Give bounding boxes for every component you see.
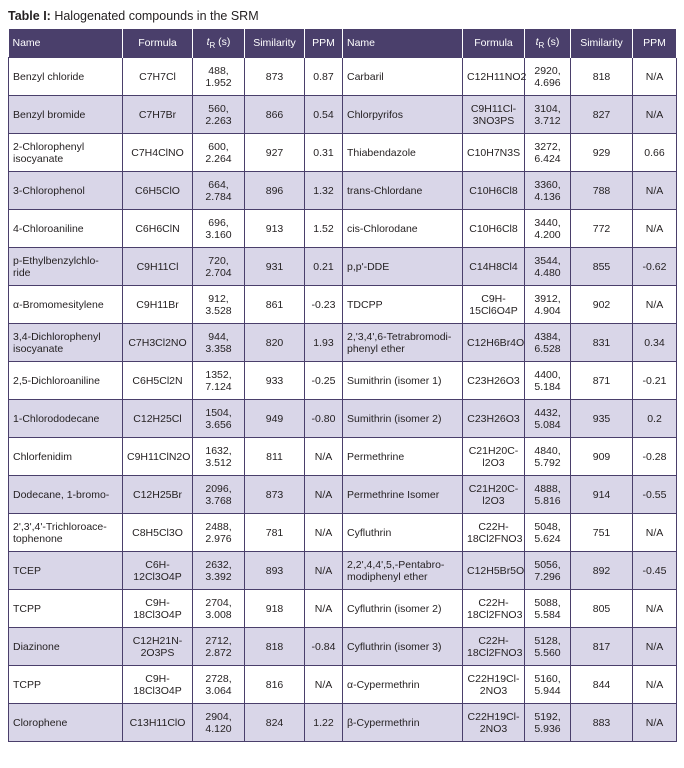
formula-2: C12H5Br5O (463, 552, 525, 590)
compound-name: 2-Chlorophenyl isocyanate (9, 134, 123, 172)
formula-2: C9H-15Cl6O4P (463, 286, 525, 324)
header-tr-unit: (s) (215, 35, 231, 48)
compound-name: Chlorfenidim (9, 438, 123, 476)
retention-time: 720, 2.704 (193, 248, 245, 286)
halogenated-compounds-table (8, 29, 677, 742)
similarity: 873 (245, 476, 305, 514)
retention-time-2: 5088, 5.584 (525, 590, 571, 628)
retention-time-2: 3440, 4.200 (525, 210, 571, 248)
similarity-2: 883 (571, 704, 633, 742)
similarity-2: 831 (571, 324, 633, 362)
formula-2: C23H26O3 (463, 400, 525, 438)
ppm: 0.21 (305, 248, 343, 286)
formula: C9H11ClN2O (123, 438, 193, 476)
ppm: -0.84 (305, 628, 343, 666)
formula: C9H-18Cl3O4P (123, 666, 193, 704)
ppm-2: 0.34 (633, 324, 677, 362)
compound-name-2: Carbaril (343, 58, 463, 96)
compound-name-2: Permethrine (343, 438, 463, 476)
header-tr2-t: t (535, 35, 539, 48)
ppm-2: 0.66 (633, 134, 677, 172)
formula-2: C10H6Cl8 (463, 210, 525, 248)
formula: C9H11Cl (123, 248, 193, 286)
compound-name: Diazinone (9, 628, 123, 666)
compound-name: 3,4-Dichlorophenyl isocyanate (9, 324, 123, 362)
retention-time: 2488, 2.976 (193, 514, 245, 552)
ppm-2: N/A (633, 590, 677, 628)
table-row (9, 400, 677, 438)
similarity: 824 (245, 704, 305, 742)
ppm-2: N/A (633, 286, 677, 324)
compound-name: 1-Chlorododecane (9, 400, 123, 438)
table-row (9, 96, 677, 134)
compound-name: TCPP (9, 666, 123, 704)
retention-time-2: 4888, 5.816 (525, 476, 571, 514)
similarity: 820 (245, 324, 305, 362)
retention-time-2: 5048, 5.624 (525, 514, 571, 552)
formula-2: C12H6Br4O (463, 324, 525, 362)
ppm-2: N/A (633, 96, 677, 134)
ppm: 1.32 (305, 172, 343, 210)
header-formula-2: Formula (463, 29, 525, 58)
retention-time: 488, 1.952 (193, 58, 245, 96)
formula: C12H25Br (123, 476, 193, 514)
table-row (9, 514, 677, 552)
ppm: -0.23 (305, 286, 343, 324)
similarity: 818 (245, 628, 305, 666)
retention-time: 912, 3.528 (193, 286, 245, 324)
formula-2: C22H19Cl-2NO3 (463, 666, 525, 704)
similarity: 933 (245, 362, 305, 400)
compound-name-2: Cyfluthrin (isomer 2) (343, 590, 463, 628)
formula-2: C21H20C-l2O3 (463, 476, 525, 514)
compound-name: Benzyl chloride (9, 58, 123, 96)
table-caption (8, 6, 676, 26)
ppm: 1.22 (305, 704, 343, 742)
header-row (9, 29, 677, 58)
compound-name: TCEP (9, 552, 123, 590)
table-row (9, 590, 677, 628)
ppm: N/A (305, 476, 343, 514)
compound-name: 3-Chlorophenol (9, 172, 123, 210)
retention-time-2: 3360, 4.136 (525, 172, 571, 210)
ppm: -0.80 (305, 400, 343, 438)
compound-name-2: Thiabendazole (343, 134, 463, 172)
formula: C12H21N-2O3PS (123, 628, 193, 666)
similarity: 931 (245, 248, 305, 286)
formula: C6H6ClN (123, 210, 193, 248)
ppm: N/A (305, 514, 343, 552)
similarity-2: 909 (571, 438, 633, 476)
ppm-2: -0.55 (633, 476, 677, 514)
retention-time: 2096, 3.768 (193, 476, 245, 514)
compound-name-2: Chlorpyrifos (343, 96, 463, 134)
similarity-2: 827 (571, 96, 633, 134)
compound-name: TCPP (9, 590, 123, 628)
ppm-2: -0.45 (633, 552, 677, 590)
retention-time-2: 4384, 6.528 (525, 324, 571, 362)
retention-time: 1632, 3.512 (193, 438, 245, 476)
table-caption-text: Halogenated compounds in the SRM (54, 9, 259, 23)
formula: C6H5Cl2N (123, 362, 193, 400)
formula: C12H25Cl (123, 400, 193, 438)
formula: C7H7Br (123, 96, 193, 134)
compound-name: Dodecane, 1-bromo- (9, 476, 123, 514)
retention-time: 2704, 3.008 (193, 590, 245, 628)
similarity: 866 (245, 96, 305, 134)
similarity: 873 (245, 58, 305, 96)
compound-name: α-Bromomesitylene (9, 286, 123, 324)
similarity: 913 (245, 210, 305, 248)
ppm: 0.31 (305, 134, 343, 172)
compound-name: Clorophene (9, 704, 123, 742)
similarity: 918 (245, 590, 305, 628)
formula-2: C22H-18Cl2FNO3 (463, 514, 525, 552)
header-similarity: Similarity (245, 29, 305, 58)
formula: C9H-18Cl3O4P (123, 590, 193, 628)
similarity-2: 892 (571, 552, 633, 590)
retention-time: 696, 3.160 (193, 210, 245, 248)
table-row (9, 210, 677, 248)
retention-time: 1352, 7.124 (193, 362, 245, 400)
ppm: -0.25 (305, 362, 343, 400)
retention-time: 664, 2.784 (193, 172, 245, 210)
similarity: 896 (245, 172, 305, 210)
formula-2: C22H-18Cl2FNO3 (463, 628, 525, 666)
ppm: 0.54 (305, 96, 343, 134)
ppm-2: N/A (633, 210, 677, 248)
similarity-2: 855 (571, 248, 633, 286)
retention-time: 944, 3.358 (193, 324, 245, 362)
similarity: 927 (245, 134, 305, 172)
compound-name-2: cis-Chlorodane (343, 210, 463, 248)
header-name-2: Name (343, 29, 463, 58)
compound-name-2: Permethrine Isomer (343, 476, 463, 514)
table-row (9, 248, 677, 286)
table-row (9, 476, 677, 514)
formula-2: C10H6Cl8 (463, 172, 525, 210)
header-tr-t: t (206, 35, 210, 48)
retention-time: 560, 2.263 (193, 96, 245, 134)
formula-2: C22H19Cl-2NO3 (463, 704, 525, 742)
compound-name-2: Cyfluthrin (isomer 3) (343, 628, 463, 666)
ppm-2: N/A (633, 514, 677, 552)
table-row (9, 134, 677, 172)
formula-2: C21H20C-l2O3 (463, 438, 525, 476)
ppm: 1.52 (305, 210, 343, 248)
ppm: N/A (305, 552, 343, 590)
ppm: N/A (305, 438, 343, 476)
header-similarity-2: Similarity (571, 29, 633, 58)
header-retention-time-2 (525, 29, 571, 58)
retention-time: 2904, 4.120 (193, 704, 245, 742)
retention-time: 2728, 3.064 (193, 666, 245, 704)
table-row (9, 438, 677, 476)
formula: C13H11ClO (123, 704, 193, 742)
header-retention-time (193, 29, 245, 58)
formula-2: C12H11NO2 (463, 58, 525, 96)
ppm-2: N/A (633, 628, 677, 666)
compound-name-2: Sumithrin (isomer 1) (343, 362, 463, 400)
table-row (9, 58, 677, 96)
retention-time-2: 3272, 6.424 (525, 134, 571, 172)
similarity-2: 772 (571, 210, 633, 248)
compound-name-2: Sumithrin (isomer 2) (343, 400, 463, 438)
formula: C7H4ClNO (123, 134, 193, 172)
header-ppm-2: PPM (633, 29, 677, 58)
compound-name-2: TDCPP (343, 286, 463, 324)
formula: C6H-12Cl3O4P (123, 552, 193, 590)
compound-name: p-Ethylbenzylchlo- ride (9, 248, 123, 286)
retention-time: 2632, 3.392 (193, 552, 245, 590)
similarity-2: 818 (571, 58, 633, 96)
retention-time-2: 3544, 4.480 (525, 248, 571, 286)
similarity-2: 902 (571, 286, 633, 324)
compound-name-2: trans-Chlordane (343, 172, 463, 210)
compound-name-2: Cyfluthrin (343, 514, 463, 552)
header-tr2-sub: R (538, 41, 545, 51)
compound-name-2: 2,2',4,4',5,-Pentabro- modiphenyl ether (343, 552, 463, 590)
similarity-2: 788 (571, 172, 633, 210)
retention-time: 1504, 3.656 (193, 400, 245, 438)
similarity-2: 935 (571, 400, 633, 438)
formula-2: C14H8Cl4 (463, 248, 525, 286)
compound-name: Benzyl bromide (9, 96, 123, 134)
header-name: Name (9, 29, 123, 58)
ppm-2: N/A (633, 704, 677, 742)
retention-time-2: 4840, 5.792 (525, 438, 571, 476)
header-formula: Formula (123, 29, 193, 58)
formula: C9H11Br (123, 286, 193, 324)
table-row (9, 172, 677, 210)
table-row (9, 666, 677, 704)
similarity-2: 929 (571, 134, 633, 172)
ppm: 0.87 (305, 58, 343, 96)
header-tr2-unit: (s) (544, 35, 560, 48)
header-tr-sub: R (209, 41, 216, 51)
similarity-2: 914 (571, 476, 633, 514)
similarity-2: 817 (571, 628, 633, 666)
similarity: 861 (245, 286, 305, 324)
retention-time-2: 3104, 3.712 (525, 96, 571, 134)
header-ppm: PPM (305, 29, 343, 58)
ppm-2: -0.21 (633, 362, 677, 400)
compound-name-2: β-Cypermethrin (343, 704, 463, 742)
similarity: 811 (245, 438, 305, 476)
formula-2: C10H7N3S (463, 134, 525, 172)
retention-time-2: 4400, 5.184 (525, 362, 571, 400)
table-row (9, 362, 677, 400)
retention-time-2: 5192, 5.936 (525, 704, 571, 742)
ppm-2: N/A (633, 58, 677, 96)
ppm: N/A (305, 590, 343, 628)
ppm-2: -0.62 (633, 248, 677, 286)
retention-time-2: 5160, 5.944 (525, 666, 571, 704)
compound-name-2: p,p'-DDE (343, 248, 463, 286)
similarity: 816 (245, 666, 305, 704)
formula: C7H7Cl (123, 58, 193, 96)
formula-2: C23H26O3 (463, 362, 525, 400)
table-caption-label: Table I: (8, 9, 51, 23)
retention-time-2: 4432, 5.084 (525, 400, 571, 438)
retention-time: 2712, 2.872 (193, 628, 245, 666)
table-row (9, 628, 677, 666)
table-row (9, 324, 677, 362)
formula-2: C22H-18Cl2FNO3 (463, 590, 525, 628)
similarity: 893 (245, 552, 305, 590)
similarity-2: 871 (571, 362, 633, 400)
formula: C8H5Cl3O (123, 514, 193, 552)
similarity-2: 805 (571, 590, 633, 628)
retention-time-2: 2920, 4.696 (525, 58, 571, 96)
similarity-2: 844 (571, 666, 633, 704)
similarity-2: 751 (571, 514, 633, 552)
table-row (9, 286, 677, 324)
ppm-2: N/A (633, 666, 677, 704)
formula: C7H3Cl2NO (123, 324, 193, 362)
retention-time: 600, 2.264 (193, 134, 245, 172)
ppm-2: 0.2 (633, 400, 677, 438)
retention-time-2: 5056, 7.296 (525, 552, 571, 590)
compound-name-2: α-Cypermethrin (343, 666, 463, 704)
retention-time-2: 5128, 5.560 (525, 628, 571, 666)
ppm-2: -0.28 (633, 438, 677, 476)
compound-name: 2',3',4'-Trichloroace- tophenone (9, 514, 123, 552)
formula-2: C9H11Cl-3NO3PS (463, 96, 525, 134)
compound-name: 4-Chloroaniline (9, 210, 123, 248)
retention-time-2: 3912, 4.904 (525, 286, 571, 324)
formula: C6H5ClO (123, 172, 193, 210)
similarity: 781 (245, 514, 305, 552)
compound-name: 2,5-Dichloroaniline (9, 362, 123, 400)
table-row (9, 704, 677, 742)
ppm: 1.93 (305, 324, 343, 362)
compound-name-2: 2,'3,4',6-Tetrabromodi- phenyl ether (343, 324, 463, 362)
similarity: 949 (245, 400, 305, 438)
table-row (9, 552, 677, 590)
ppm: N/A (305, 666, 343, 704)
ppm-2: N/A (633, 172, 677, 210)
